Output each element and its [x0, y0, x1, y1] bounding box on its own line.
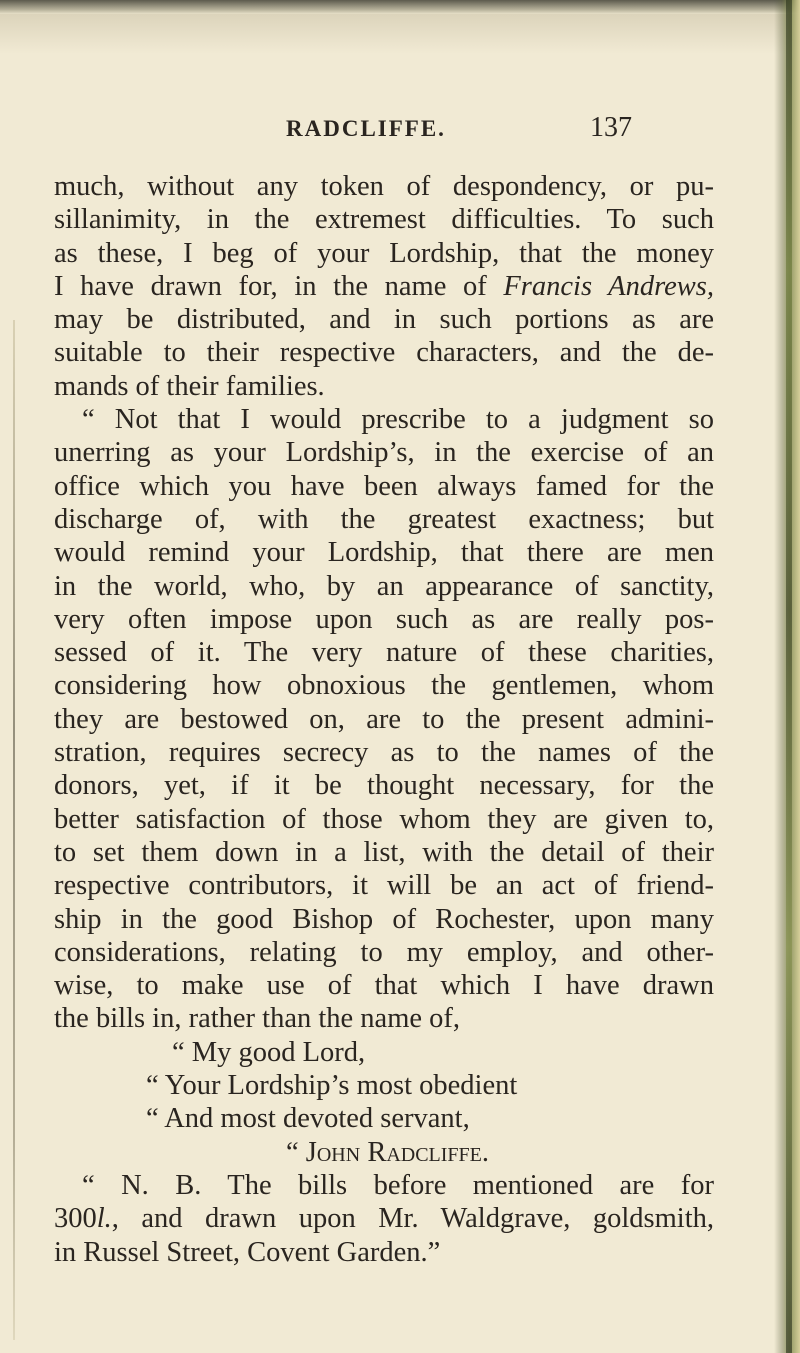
text-line: donors, yet, if it be thought necessary, for the	[54, 770, 714, 802]
text-line: sillanimity, in the extremest difficulties. To such	[54, 204, 714, 236]
text-line: they are bestowed on, are to the present admini-	[54, 703, 714, 735]
italic-name: Francis Andrews,	[503, 270, 715, 302]
text-line: would remind your Lordship, that there are men	[54, 537, 714, 569]
text-line: as these, I beg of your Lordship, that the money	[54, 237, 714, 269]
amount: 300	[54, 1203, 97, 1235]
text-segment: , and drawn upon Mr. Waldgrave, goldsmith,	[111, 1203, 714, 1235]
paragraph-charities	[54, 403, 714, 1036]
page-top-band	[0, 0, 800, 14]
text-line: better satisfaction of those whom they are given to,	[54, 803, 714, 835]
text-line: stration, requires secrecy as to the names of the	[54, 737, 714, 769]
text-line: unerring as your Lordship’s, in the exercise of an	[54, 437, 714, 469]
text-line: respective contributors, it will be an act of friend-	[54, 870, 714, 902]
text-line: mands of their families.	[54, 370, 325, 402]
closing-line: “ Your Lordship’s most obedient	[146, 1070, 518, 1102]
paragraph-despondency	[54, 170, 714, 403]
page-right-edge-stain	[786, 0, 792, 1353]
text-segment: I have drawn for, in the name of	[54, 270, 504, 302]
closing-line: “ And most devoted servant,	[146, 1103, 470, 1135]
text-line: “ N. B. The bills before mentioned are for	[82, 1169, 714, 1201]
text-line	[54, 1202, 714, 1235]
running-head-title: RADCLIFFE.	[286, 116, 446, 141]
signature-name: “ John Radcliffe.	[286, 1136, 490, 1168]
text-line: considerations, relating to my employ, and other-	[54, 936, 714, 968]
text-line: in Russel Street, Covent Garden.”	[54, 1236, 441, 1268]
gutter-shadow	[13, 320, 15, 1340]
signature-block	[54, 1036, 714, 1169]
page-number: 137	[590, 112, 632, 143]
currency-symbol: l.	[96, 1203, 112, 1235]
text-line	[54, 270, 714, 303]
text-line: may be distributed, and in such portions as are	[54, 304, 714, 336]
page-top-shadow	[0, 14, 800, 54]
text-line: very often impose upon such as are really pos-	[54, 603, 714, 635]
text-line: “ Not that I would prescribe to a judgment so	[82, 404, 714, 436]
text-line: much, without any token of despondency, or pu-	[54, 171, 714, 202]
text-line: considering how obnoxious the gentlemen, whom	[54, 670, 714, 702]
text-line: wise, to make use of that which I have drawn	[54, 970, 714, 1002]
text-line: suitable to their respective characters, and the de-	[54, 337, 714, 369]
text-line: the bills in, rather than the name of,	[54, 1003, 460, 1035]
postscript	[54, 1169, 714, 1269]
salutation: “ My good Lord,	[172, 1036, 366, 1068]
text-line: ship in the good Bishop of Rochester, upon many	[54, 903, 714, 935]
text-line: to set them down in a list, with the detail of their	[54, 836, 714, 868]
text-line: discharge of, with the greatest exactness; but	[54, 503, 714, 535]
body-text	[54, 170, 714, 1269]
text-line: sessed of it. The very nature of these charities,	[54, 637, 714, 669]
text-line: in the world, who, by an appearance of sanctity,	[54, 570, 714, 602]
running-head	[0, 110, 800, 150]
text-line: office which you have been always famed for the	[54, 470, 714, 502]
